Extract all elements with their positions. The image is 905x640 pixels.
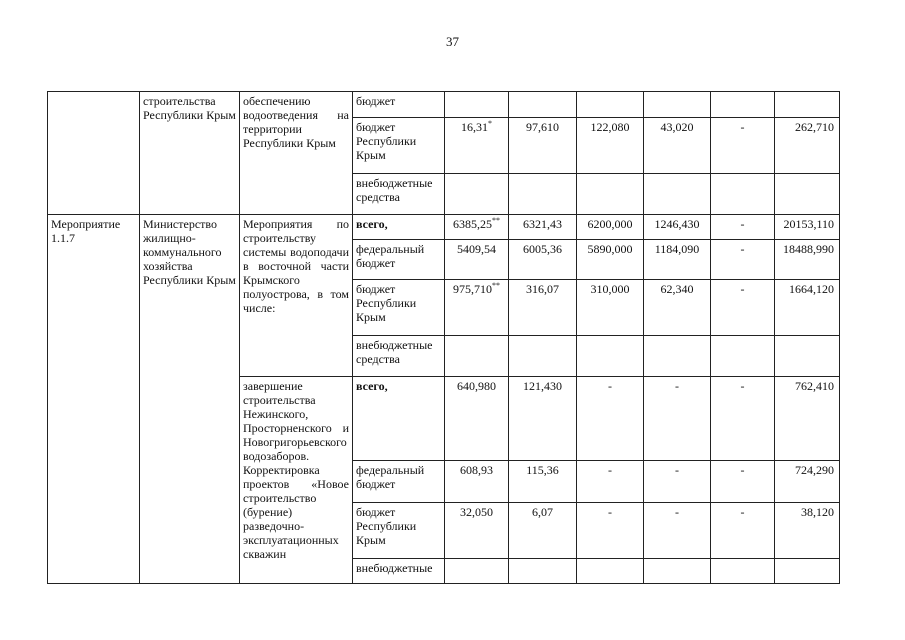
value-cell: 20153,110 bbox=[775, 215, 840, 240]
measure-cell: Мероприятие 1.1.7 bbox=[48, 215, 140, 584]
table-row bbox=[48, 215, 840, 240]
value-cell: 640,980 bbox=[445, 377, 509, 461]
value-cell bbox=[445, 336, 509, 377]
value-cell: - bbox=[711, 240, 775, 280]
value-cell: - bbox=[577, 503, 644, 559]
value-cell: 1246,430 bbox=[644, 215, 711, 240]
value-cell: - bbox=[711, 118, 775, 174]
organization-cell: строительства Республики Крым bbox=[140, 92, 240, 215]
value-cell bbox=[577, 92, 644, 118]
value-cell: 1664,120 bbox=[775, 280, 840, 336]
source-cell: бюджет Республики Крым bbox=[353, 118, 445, 174]
value-cell: - bbox=[711, 280, 775, 336]
source-cell: федеральный бюджет bbox=[353, 461, 445, 503]
value-cell: 762,410 bbox=[775, 377, 840, 461]
value-cell: 122,080 bbox=[577, 118, 644, 174]
value-cell: - bbox=[711, 377, 775, 461]
source-cell: внебюджетные средства bbox=[353, 174, 445, 215]
footnote-mark: * bbox=[488, 119, 492, 128]
value-cell bbox=[644, 92, 711, 118]
value-cell: 121,430 bbox=[509, 377, 577, 461]
source-cell: внебюджетные bbox=[353, 559, 445, 584]
value-cell bbox=[775, 174, 840, 215]
value-cell: - bbox=[644, 503, 711, 559]
value-cell bbox=[445, 559, 509, 584]
value-cell bbox=[775, 559, 840, 584]
value-cell bbox=[644, 174, 711, 215]
source-cell: бюджет Республики Крым bbox=[353, 280, 445, 336]
value-cell: 38,120 bbox=[775, 503, 840, 559]
value-cell bbox=[775, 336, 840, 377]
value-cell: - bbox=[644, 377, 711, 461]
value-cell: 724,290 bbox=[775, 461, 840, 503]
value-cell: - bbox=[577, 461, 644, 503]
value-cell: - bbox=[644, 461, 711, 503]
value-cell bbox=[509, 174, 577, 215]
source-cell: бюджет Республики Крым bbox=[353, 503, 445, 559]
value-cell bbox=[509, 559, 577, 584]
value-cell: 62,340 bbox=[644, 280, 711, 336]
value-cell: 97,610 bbox=[509, 118, 577, 174]
value-cell bbox=[644, 336, 711, 377]
value-cell: 5409,54 bbox=[445, 240, 509, 280]
value-cell: 1184,090 bbox=[644, 240, 711, 280]
table-row bbox=[48, 92, 840, 118]
value-cell bbox=[445, 92, 509, 118]
value-cell: 310,000 bbox=[577, 280, 644, 336]
source-cell bbox=[353, 92, 445, 118]
value-cell bbox=[711, 559, 775, 584]
organization-cell: Министерство жилищно-коммунального хозяйства Республики Крым bbox=[140, 215, 240, 584]
value-cell bbox=[577, 336, 644, 377]
footnote-mark: ** bbox=[492, 281, 500, 290]
value-cell: 43,020 bbox=[644, 118, 711, 174]
value-cell bbox=[577, 174, 644, 215]
source-cell: внебюджетные средства bbox=[353, 336, 445, 377]
value-text: 16,31 bbox=[461, 120, 488, 134]
value-cell bbox=[445, 118, 509, 174]
value-text: 975,710 bbox=[453, 282, 492, 296]
measure-cell-empty bbox=[48, 92, 140, 215]
value-cell: 6200,000 bbox=[577, 215, 644, 240]
value-cell: - bbox=[577, 377, 644, 461]
activity-cell: Мероприятия по строительству системы водоподачи в восточной части Крымского полуострова, в том числе: bbox=[240, 215, 353, 377]
value-cell bbox=[577, 559, 644, 584]
source-label: бюджет bbox=[356, 94, 396, 108]
value-cell: - bbox=[711, 215, 775, 240]
value-cell bbox=[711, 336, 775, 377]
value-cell bbox=[445, 280, 509, 336]
value-cell: 5890,000 bbox=[577, 240, 644, 280]
value-cell: 6321,43 bbox=[509, 215, 577, 240]
source-cell: всего, bbox=[353, 377, 445, 461]
source-cell: федеральный бюджет bbox=[353, 240, 445, 280]
value-cell: 6,07 bbox=[509, 503, 577, 559]
value-cell: 262,710 bbox=[775, 118, 840, 174]
value-text: 6385,25 bbox=[453, 217, 492, 231]
activity-cell: обеспечению водоотведения на территории Республики Крым bbox=[240, 92, 353, 215]
value-cell bbox=[644, 559, 711, 584]
value-cell bbox=[445, 215, 509, 240]
page-number: 37 bbox=[446, 34, 459, 49]
value-cell: 115,36 bbox=[509, 461, 577, 503]
value-cell: 18488,990 bbox=[775, 240, 840, 280]
footnote-mark: ** bbox=[492, 216, 500, 225]
value-cell: 608,93 bbox=[445, 461, 509, 503]
value-cell: 6005,36 bbox=[509, 240, 577, 280]
activity-cell: завершение строительства Нежинского, Просторненского и Новогригорьевского водозаборов. Корректировка проектов «Новое строительство (бурение) разведочно-эксплуатационных скважин bbox=[240, 377, 353, 584]
value-cell bbox=[711, 92, 775, 118]
value-cell bbox=[711, 174, 775, 215]
value-cell bbox=[509, 92, 577, 118]
budget-table bbox=[47, 91, 840, 584]
value-cell bbox=[775, 92, 840, 118]
value-cell: 316,07 bbox=[509, 280, 577, 336]
value-cell: 32,050 bbox=[445, 503, 509, 559]
value-cell: - bbox=[711, 461, 775, 503]
value-cell bbox=[509, 336, 577, 377]
value-cell bbox=[445, 174, 509, 215]
value-cell: - bbox=[711, 503, 775, 559]
source-cell: всего, bbox=[353, 215, 445, 240]
